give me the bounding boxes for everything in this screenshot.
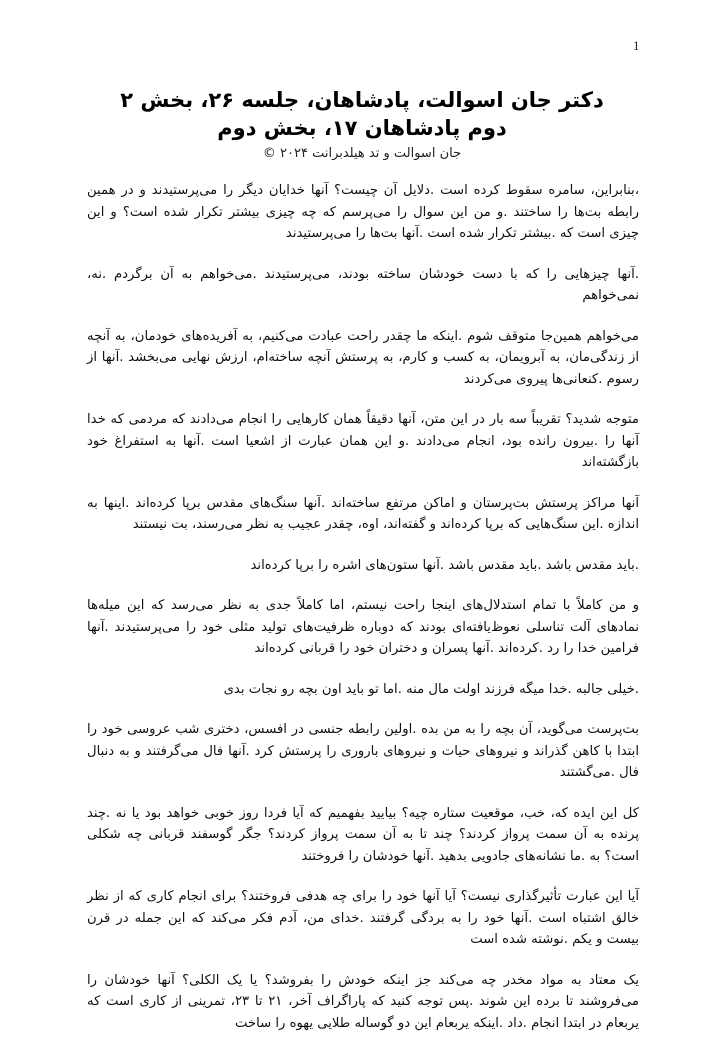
paragraph-3: می‌خواهم همین‌جا متوقف شوم .اینکه ما چقدر راحت عبادت می‌کنیم، به آفریده‌های خودمان، به آنچه از زندگی‌مان، به آبرویمان، به کسب و کارم، به پرستش آنچه ساخته‌ام، ارزش نهایی می‌بخشد .آنها از رسوم .کنعانی‌ها پیروی می‌کردند <box>87 328 639 387</box>
paragraph-12: یک معتاد به مواد مخدر چه می‌کند جز اینکه خودش را بفروشد؟ یا یک الکلی؟ آنها خودشان را می‌فروشند تا برده این شوند .پس توجه کنید که پاراگراف آخر، ۲۱ تا ۲۳، تمرینی از کاری است که یربعام در ابتدا انجام .داد .اینکه یربعام این دو گوساله طلایی یهوه را ساخت <box>87 972 639 1031</box>
paragraph-7: و من کاملاً با تمام استدلال‌های اینجا راحت نیستم، اما کاملاً جدی به نظر می‌رسد که این میله‌ها نمادهای آلت تناسلی نعوظ‌یافته‌ای بودند که دوباره ظرفیت‌های تولید مثلی خود را می‌پرستیدند .آنها فرامین خدا را رد .کرده‌اند .آنها پسران و دختران خود را قربانی کرده‌اند <box>87 598 639 656</box>
paragraph-11: آیا این عبارت تأثیرگذاری نیست؟ آیا آنها خود را برای چه هدفی فروختند؟ برای انجام کاری که از نظر خالق اشتباه است .آنها خود را به بردگی گرفتند .خدای من، آدم فکر می‌کند که این جمله در قرن بیست و یکم .نوشته شده است <box>87 889 639 947</box>
paragraph-8: .خیلی جالبه .خدا میگه فرزند اولت مال منه .اما تو باید اون بچه رو نجات بدی <box>223 681 639 697</box>
paragraph-9: بت‌پرست می‌گوید، آن بچه را به من بده .اولین رابطه جنسی در افسس، دختری شب عروسی خود را ابتدا با کاهن گذراند و نیروهای حیات و نیروهای باروری را پرستش کرد .آنها فال می‌گرفتند و به دنبال فال .می‌گشتند <box>87 722 639 780</box>
paragraph-10: کل این ایده که، خب، موقعیت ستاره چیه؟ بیایید بفهمیم که آیا فردا روز خوبی خواهد بود یا نه .چند پرنده به آن سمت پرواز کردند؟ چند تا به آن سمت پرواز کردند؟ جگر گوسفند قربانی چه شکلی است؟ به .ما نشانه‌های جادویی بدهید .آنها خودشان را فروختند <box>87 805 639 864</box>
paragraph-6: .باید مقدس باشد .باید مقدس باشد .آنها ستون‌های اشره را برپا کرده‌اند <box>250 557 639 573</box>
paragraph-1: ،بنابراین، سامره سقوط کرده است .دلایل آن چیست؟ آنها خدایان دیگر را می‌پرستیدند و در همین رابطه بت‌ها را ساختند .و من این سوال را می‌پرسم که چه چیزی بیشتر تکرار شده است؟ و این چیزی است که .بیشتر تکرار شده است .آنها بت‌ها را می‌پرستیدند <box>87 183 639 241</box>
document-body <box>87 180 639 1053</box>
paragraph-5: آنها مراکز پرستش بت‌پرستان و اماکن مرتفع ساخته‌اند .آنها سنگ‌های مقدس برپا کرده‌اند .اینها به اندازه .این سنگ‌هایی که برپا کرده‌اند و گفته‌اند، اوه، چقدر عجیب به نظر می‌رسند، بت نیستند <box>87 495 639 532</box>
page-number: 1 <box>633 38 640 53</box>
document-title-line-2: دوم پادشاهان ۱۷، بخش دوم <box>217 116 507 140</box>
document-title-line-1: دکتر جان اسوالت، پادشاهان، جلسه ۲۶، بخش ۲ <box>120 88 604 112</box>
document-header <box>90 86 634 164</box>
paragraph-2: .آنها چیزهایی را که با دست خودشان ساخته بودند، می‌پرستیدند .می‌خواهم به آن برگردم .نه، نمی‌خواهم <box>87 266 639 303</box>
paragraph-4: متوجه شدید؟ تقریباً سه بار در این متن، آنها دقیقاً همان کارهایی را انجام می‌دادند که مردمی که خدا آنها را .بیرون رانده بود، انجام می‌دادند .و این همان عبارت از اشعیا است .آنها به استفراغ خود بازگشته‌اند <box>87 412 639 470</box>
copyright-line: جان اسوالت و تد هیلدبرانت ۲۰۲۴ © <box>262 146 462 161</box>
